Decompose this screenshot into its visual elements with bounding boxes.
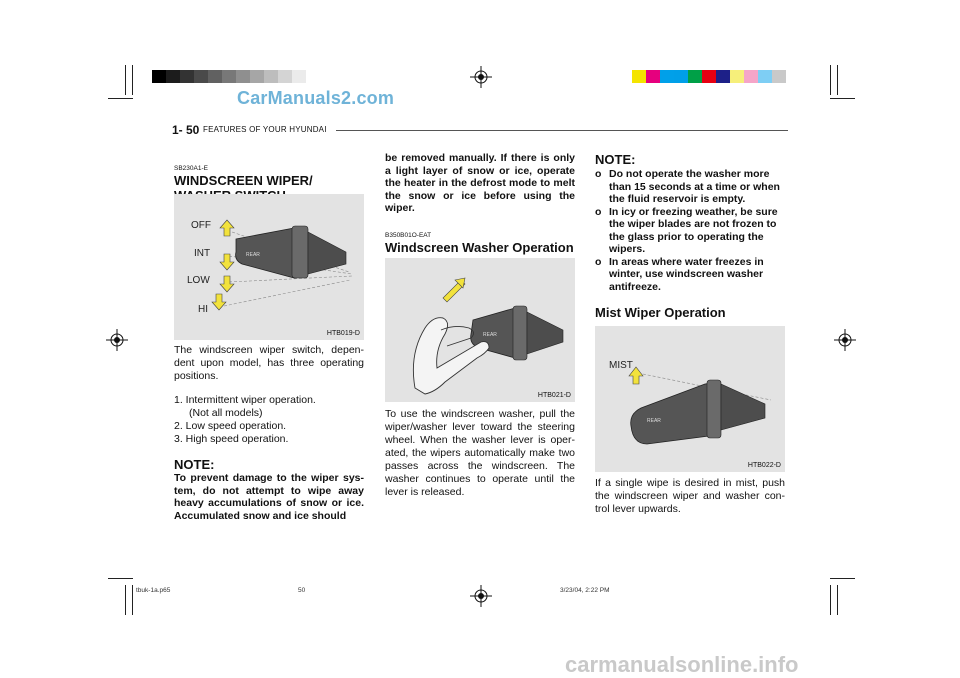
svg-text:REAR: REAR — [483, 332, 497, 338]
slug-file: tbuk-1a.p65 — [136, 587, 171, 594]
header-rule — [336, 130, 788, 131]
mist-lever-illustration — [595, 326, 785, 472]
position-label-int: INT — [194, 248, 211, 259]
crop-mark — [125, 585, 126, 615]
list-item — [595, 256, 785, 294]
bullet: o — [595, 205, 602, 218]
crop-mark — [108, 98, 133, 99]
figure-caption: HTB022-D — [747, 462, 781, 469]
crop-mark — [125, 65, 126, 95]
note-text: In icy or freezing weather, be sure the wiper blades are not frozen to the glass prior to operating the wipers. — [609, 205, 778, 255]
registration-mark-icon — [470, 66, 492, 88]
list-item: 2. Low speed operation. — [174, 420, 287, 432]
note-list — [595, 168, 785, 293]
note-text: To prevent damage to the wiper sys-tem, do not attempt to wipe away heavy accumulations of snow or ice. Accumulated snow and ice should — [174, 472, 364, 522]
figure-caption: HTB021-D — [537, 392, 571, 399]
wiper-switch-figure — [174, 194, 364, 340]
page-number: 1- 50 — [172, 123, 200, 137]
crop-mark — [830, 65, 831, 95]
crop-mark — [837, 585, 838, 615]
figure-caption: HTB019-D — [326, 330, 360, 337]
note-title: NOTE: — [595, 152, 636, 167]
section-title: FEATURES OF YOUR HYUNDAI — [203, 125, 327, 134]
list-item: 1. Intermittent wiper operation. — [174, 394, 316, 406]
note-text: Do not operate the washer more than 15 seconds at a time or when the fluid reservoir is empty. — [609, 168, 780, 205]
list-item — [595, 168, 785, 206]
section-title: Windscreen Washer Operation — [385, 240, 574, 255]
crop-mark — [830, 98, 855, 99]
color-bar — [632, 70, 786, 83]
washer-figure — [385, 258, 575, 402]
continued-note: be removed manually. If there is only a light layer of snow or ice, operate the heater in the defrost mode to melt the snow or ice before using the wiper. — [385, 152, 575, 214]
wiper-lever-illustration — [174, 194, 364, 340]
slug-page: 50 — [298, 587, 306, 594]
position-label-low: LOW — [187, 275, 210, 286]
list-item: 3. High speed operation. — [174, 433, 289, 445]
crop-mark — [830, 578, 855, 579]
bullet: o — [595, 168, 602, 180]
note-text: In areas where water freezes in winter, use windscreen washer antifreeze. — [609, 255, 764, 293]
slug-date: 3/23/04, 2:22 PM — [560, 587, 610, 594]
title-line: WINDSCREEN WIPER/ — [174, 173, 313, 188]
crop-mark — [108, 578, 133, 579]
crop-mark — [132, 585, 133, 615]
position-label-off: OFF — [191, 220, 211, 231]
mist-paragraph: If a single wipe is desired in mist, push the windscreen wiper and washer con-trol lever upwards. — [595, 477, 785, 515]
position-label-mist: MIST — [609, 360, 633, 371]
svg-text:REAR: REAR — [246, 252, 260, 258]
crop-mark — [830, 585, 831, 615]
registration-mark-icon — [106, 329, 128, 351]
footer-watermark[interactable]: carmanualsonline.info — [565, 652, 799, 677]
grayscale-bar — [152, 70, 306, 83]
crop-mark — [837, 65, 838, 95]
intro-paragraph: The windscreen wiper switch, depen-dent upon model, has three operating positions. — [174, 344, 364, 382]
bullet: o — [595, 255, 602, 268]
section-code: SB230A1-E — [174, 165, 208, 172]
section-code: B350B01O-EAT — [385, 232, 432, 239]
positions-list — [174, 394, 364, 446]
position-label-hi: HI — [198, 304, 208, 315]
registration-mark-icon — [470, 585, 492, 607]
section-title: Mist Wiper Operation — [595, 305, 726, 320]
washer-paragraph: To use the windscreen washer, pull the wiper/washer lever toward the steering wheel. When the washer lever is oper-ated, the wipers automatically make two passes across the windscreen. The washer continues to operate until the lever is released. — [385, 408, 575, 498]
registration-mark-icon — [834, 329, 856, 351]
note-title: NOTE: — [174, 457, 215, 472]
watermark[interactable]: CarManuals2.com — [237, 88, 395, 108]
mist-figure — [595, 326, 785, 472]
washer-lever-illustration — [385, 258, 575, 402]
svg-text:REAR: REAR — [647, 418, 661, 424]
list-item — [595, 206, 785, 256]
crop-mark — [132, 65, 133, 95]
list-item: (Not all models) — [189, 407, 263, 419]
